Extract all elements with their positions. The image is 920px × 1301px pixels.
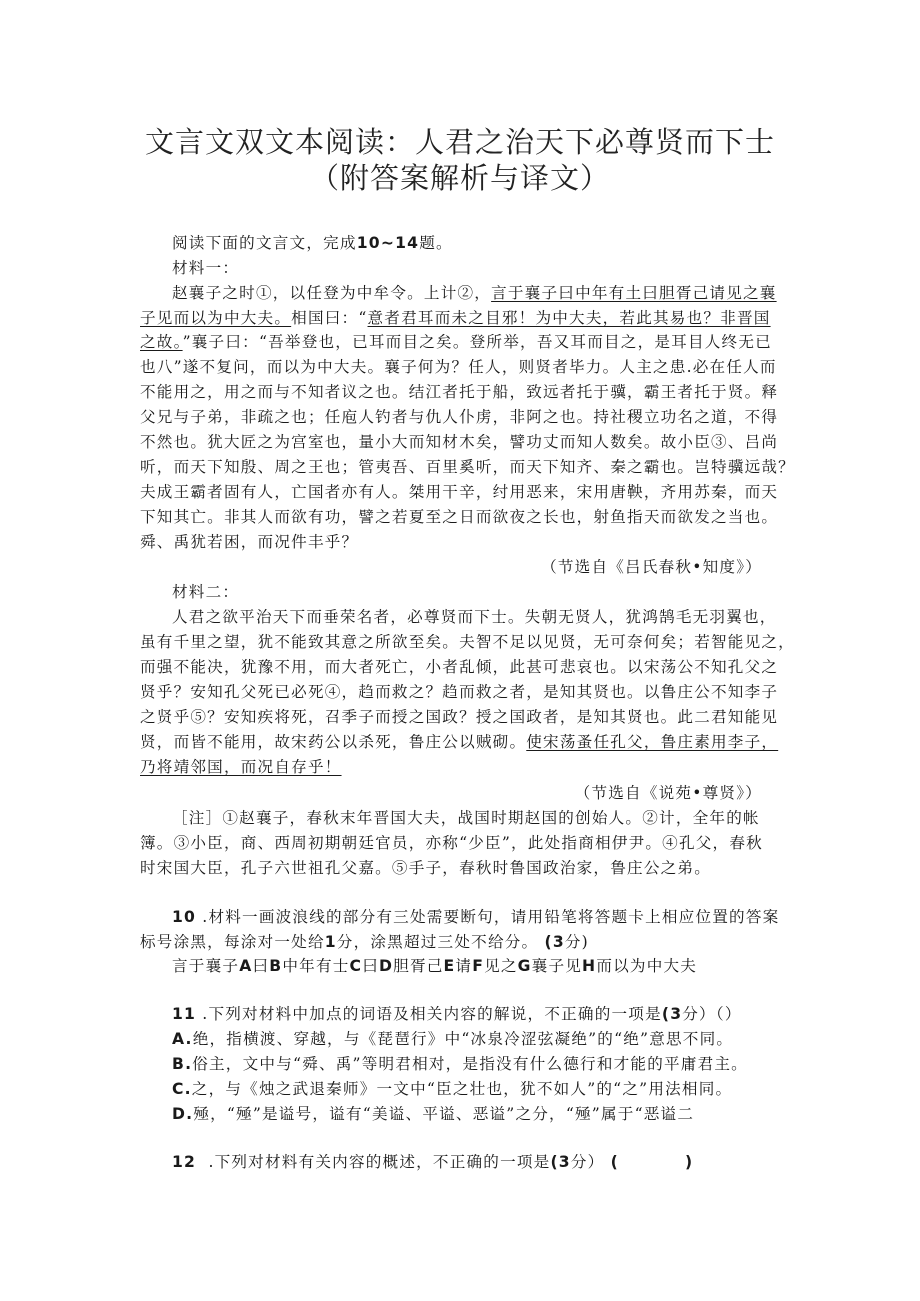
score-unit: 分): [564, 933, 589, 951]
option-label: D.: [172, 1105, 194, 1123]
option-text: 俗主，文中与“舜、禹”等明君相对，是指没有什么德行和才能的平庸君主。: [192, 1055, 748, 1073]
q11-option-b[interactable]: [172, 1053, 748, 1075]
m2-line: 贤乎？安知孔父死已必死④，趋而救之？趋而救之者，是知其贤也。以鲁庄公不知李子: [140, 683, 779, 701]
option-label[interactable]: E: [443, 957, 456, 975]
m1-text: 赵襄子之时①，以任登为中牟令。上计②，: [172, 284, 492, 302]
instruction-tail: 题。: [419, 234, 453, 252]
title-line-2: （附答案解析与译文）: [309, 161, 610, 195]
m2-line: 人君之欲平治天下而垂荣名者，必尊贤而下士。失朝无贤人，犹鸿鹄毛无羽翼也，: [172, 608, 777, 626]
m2-line: [140, 731, 778, 753]
q10-stem: .材料一画波浪线的部分有三处需要断句，请用铅笔将答题卡上相应位置的答案: [202, 908, 780, 926]
score-unit: 分）: [570, 1153, 605, 1171]
q10-line: [140, 931, 589, 953]
m1-line: 舜、禹犹若困，而况件丰乎？: [140, 533, 359, 551]
note-line: 簿。③小臣，商、西周初期朝廷官员，亦称“少臣”，此处指商相伊尹。④孔父，春秋: [140, 834, 763, 852]
option-label[interactable]: A: [239, 957, 253, 975]
m1-line: 夫成王霸者固有人，亡国者亦有人。桀用干辛，纣用恶来，宋用唐鞅，齐用苏秦，而天: [140, 483, 779, 501]
answer-paren-open: (: [610, 1153, 619, 1171]
q12-stem: [172, 1151, 693, 1173]
segment-text: 曰: [252, 957, 270, 975]
segment-text: 言于襄子: [172, 957, 240, 975]
total-score: (3: [544, 933, 565, 951]
instruction-text: 阅读下面的文言文，完成: [172, 234, 357, 252]
segment-text: 中年有士: [282, 957, 350, 975]
option-label[interactable]: G: [517, 957, 532, 975]
question-number: 12: [172, 1153, 197, 1171]
segment-text: 襄子见: [531, 957, 583, 975]
option-label[interactable]: H: [582, 957, 597, 975]
title-line-1: 文言文双文本阅读：人君之治天下必尊贤而下士: [144, 125, 775, 159]
segment-text: 胆胥己: [393, 957, 444, 975]
score-unit: 分）（）: [682, 1005, 742, 1023]
question-number: 10: [172, 908, 197, 926]
score-value: 1: [324, 933, 337, 951]
material-two-label: 材料二：: [172, 583, 240, 601]
question-range: 10~14: [356, 234, 420, 252]
q11-option-d[interactable]: [172, 1103, 694, 1125]
segment-text: 而以为中大夫: [596, 957, 698, 975]
m2-line: [140, 756, 342, 778]
segment-text: 见之: [484, 957, 518, 975]
material-one-label: 材料一：: [172, 259, 240, 277]
m1-line: 不然也。犹大匠之为宫室也，量小大而知材木矣，譬功丈而知人数矣。故小臣③、吕尚: [140, 433, 779, 451]
m1-line: 听，而天下知殷、周之王也；管夷吾、百里奚听，而天下知齐、秦之霸也。岂特骥远哉？: [140, 458, 795, 476]
underlined-text: 乃将靖邻国，而况自存乎！: [140, 758, 342, 776]
q10-text: 标号涂黑，每涂对一处给: [140, 933, 325, 951]
m1-source: （节选自《吕氏春秋•知度》）: [541, 558, 762, 576]
q11-stem: [172, 1003, 742, 1025]
instruction-line: [172, 232, 453, 254]
segment-text: 曰: [362, 957, 379, 975]
option-label: B.: [172, 1055, 193, 1073]
m1-line: 下知其亡。非其人而欲有功，譬之若夏至之日而欲夜之长也，射鱼指天而欲发之当也。: [140, 508, 779, 526]
option-label[interactable]: B: [269, 957, 283, 975]
option-text: 之，与《烛之武退秦师》一文中“臣之壮也，犹不如人”的“之”用法相同。: [191, 1080, 733, 1098]
underlined-text: 使宋荡蚤任孔父，鲁庄素用李子，: [526, 733, 779, 751]
question-number: 11: [172, 1005, 197, 1023]
q10-options: [172, 955, 697, 977]
m2-source: （节选自《说苑•尊贤》）: [574, 784, 762, 802]
q11-option-a[interactable]: [172, 1028, 733, 1050]
m2-line: 而强不能决，犹豫不用，而大者死亡，小者乱倾，此甚可悲哀也。以宋荡公不知孔父之: [140, 658, 779, 676]
q10-line: [172, 906, 779, 928]
option-label[interactable]: C: [349, 957, 363, 975]
underlined-text: 意者君耳而未之目邪！为中大夫，若此其易也？非晋国: [367, 309, 771, 327]
underlined-text: 之故。: [140, 333, 183, 351]
m2-line: 虽有千里之望，犹不能致其意之所欲至矣。夫智不足以见贤，无可奈何矣；若智能见之，: [140, 633, 795, 651]
option-text: 绝，指横渡、穿越，与《琵琶行》中“冰泉冷涩弦凝绝”的“绝”意思不同。: [192, 1030, 734, 1048]
m2-text: 贤，而皆不能用，故宋药公以杀死，鲁庄公以贼砌。: [140, 733, 527, 751]
option-label[interactable]: D: [379, 957, 394, 975]
option-label: A.: [172, 1030, 193, 1048]
total-score: (3: [550, 1153, 571, 1171]
m1-line: 不能用之，用之而与不知者议之也。结江者托于船，致远者托于骥，霸王者托于贤。释: [140, 383, 779, 401]
m1-line: 也八”遂不复问，而以为中大夫。襄子何为？任人，则贤者毕力。人主之患.必在任人而: [140, 358, 777, 376]
m1-line: [140, 331, 772, 353]
option-label: C.: [172, 1080, 192, 1098]
wavy-underline-text: 子见而以为中大夫。: [140, 309, 292, 327]
m1-text: ”襄子曰：“吾举登也，已耳而目之矣。登所举，吾又耳而目之，是耳目人终无已: [182, 333, 772, 351]
answer-paren-close: ): [684, 1153, 694, 1171]
q10-text: 分，涂黑超过三处不给分。: [336, 933, 539, 951]
m2-line: 之贤乎⑤？安知疾将死，召季子而授之国政？授之国政者，是知其贤也。此二君知能见: [140, 708, 779, 726]
q12-text: .下列对材料有关内容的概述，不正确的一项是: [208, 1153, 551, 1171]
m1-text: 相国曰：“: [291, 309, 368, 327]
m1-line: 父兄与子弟，非疏之也；任庖人钓者与仇人仆虏，非阿之也。持社稷立功名之道，不得: [140, 408, 779, 426]
segment-text: 请: [455, 957, 473, 975]
q11-text: .下列对材料中加点的词语及相关内容的解说，不正确的一项是: [202, 1005, 662, 1023]
m1-line: [172, 282, 777, 304]
m1-line: [140, 307, 771, 329]
option-text: 殛，“殛”是谥号，谥有“美谥、平谥、恶谥”之分，“殛”属于“恶谥二: [193, 1105, 695, 1123]
total-score: (3: [661, 1005, 683, 1023]
q11-option-c[interactable]: [172, 1078, 732, 1100]
note-line: 时宋国大臣，孔子六世祖孔父嘉。⑤手子，春秋时鲁国政治家，鲁庄公之弟。: [140, 859, 711, 877]
note-line: ［注］①赵襄子，春秋末年晋国大夫，战国时期赵国的创始人。②计，全年的帐: [172, 809, 760, 827]
wavy-underline-text: 言于襄子曰中年有土曰胆胥己请见之襄: [491, 284, 777, 302]
option-label[interactable]: F: [472, 957, 485, 975]
